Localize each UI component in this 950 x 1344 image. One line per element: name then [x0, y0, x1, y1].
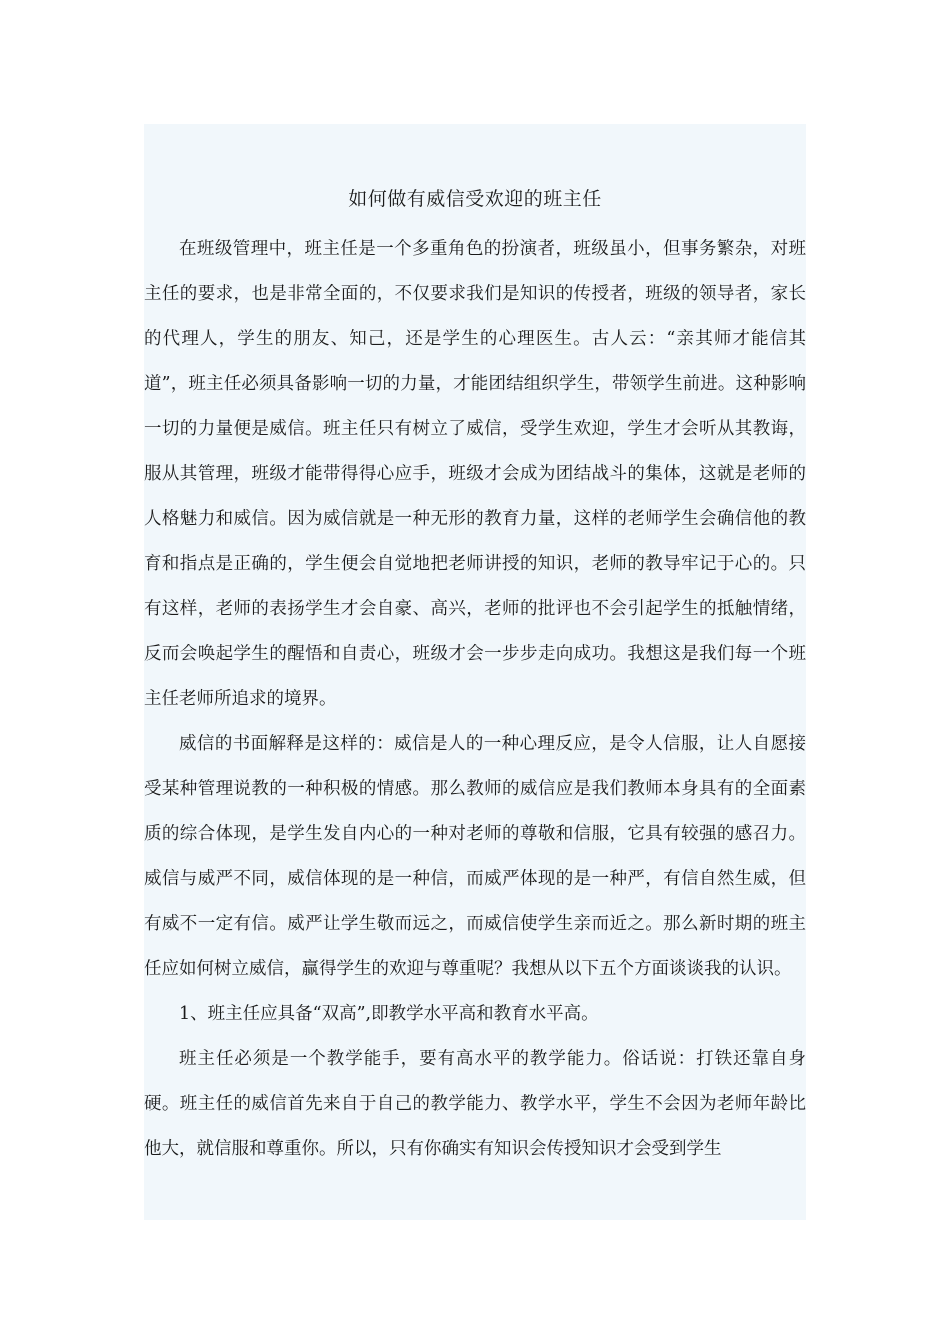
document-body: [144, 227, 806, 1172]
document-page: [144, 124, 806, 1220]
document-title: 如何做有威信受欢迎的班主任: [348, 188, 602, 210]
section-heading-1: 1、班主任应具备“双高”,即教学水平高和教育水平高。: [179, 1004, 599, 1024]
paragraph-definition: 威信的书面解释是这样的：威信是人的一种心理反应，是令人信服，让人自愿接受某种管理说教的一种积极的情感。那么教师的威信应是我们教师本身具有的全面素质的综合体现，是学生发自内心的一种对老师的尊敬和信服，它具有较强的感召力。威信与威严不同，威信体现的是一种信，而威严体现的是一种严，有信自然生威，但有威不一定有信。威严让学生敬而远之，而威信使学生亲而近之。那么新时期的班主任应如何树立威信，赢得学生的欢迎与尊重呢？我想从以下五个方面谈谈我的认识。: [144, 734, 806, 979]
paragraph-intro: 在班级管理中，班主任是一个多重角色的扮演者，班级虽小，但事务繁杂，对班主任的要求，也是非常全面的，不仅要求我们是知识的传授者，班级的领导者，家长的代理人，学生的朋友、知己，还是学生的心理医生。古人云：“亲其师才能信其道”，班主任必须具备影响一切的力量，才能团结组织学生，带领学生前进。这种影响一切的力量便是威信。班主任只有树立了威信，受学生欢迎，学生才会听从其教诲，服从其管理，班级才能带得得心应手，班级才会成为团结战斗的集体，这就是老师的人格魅力和威信。因为威信就是一种无形的教育力量，这样的老师学生会确信他的教育和指点是正确的，学生便会自觉地把老师讲授的知识，老师的教导牢记于心的。只有这样，老师的表扬学生才会自豪、高兴，老师的批评也不会引起学生的抵触情绪，反而会唤起学生的醒悟和自责心，班级才会一步步走向成功。我想这是我们每一个班主任老师所追求的境界。: [144, 239, 806, 709]
paragraph-section-1: 班主任必须是一个教学能手，要有高水平的教学能力。俗话说：打铁还靠自身硬。班主任的威信首先来自于自己的教学能力、教学水平，学生不会因为老师年龄比他大，就信服和尊重你。所以，只有你确实有知识会传授知识才会受到学生: [144, 1049, 806, 1159]
